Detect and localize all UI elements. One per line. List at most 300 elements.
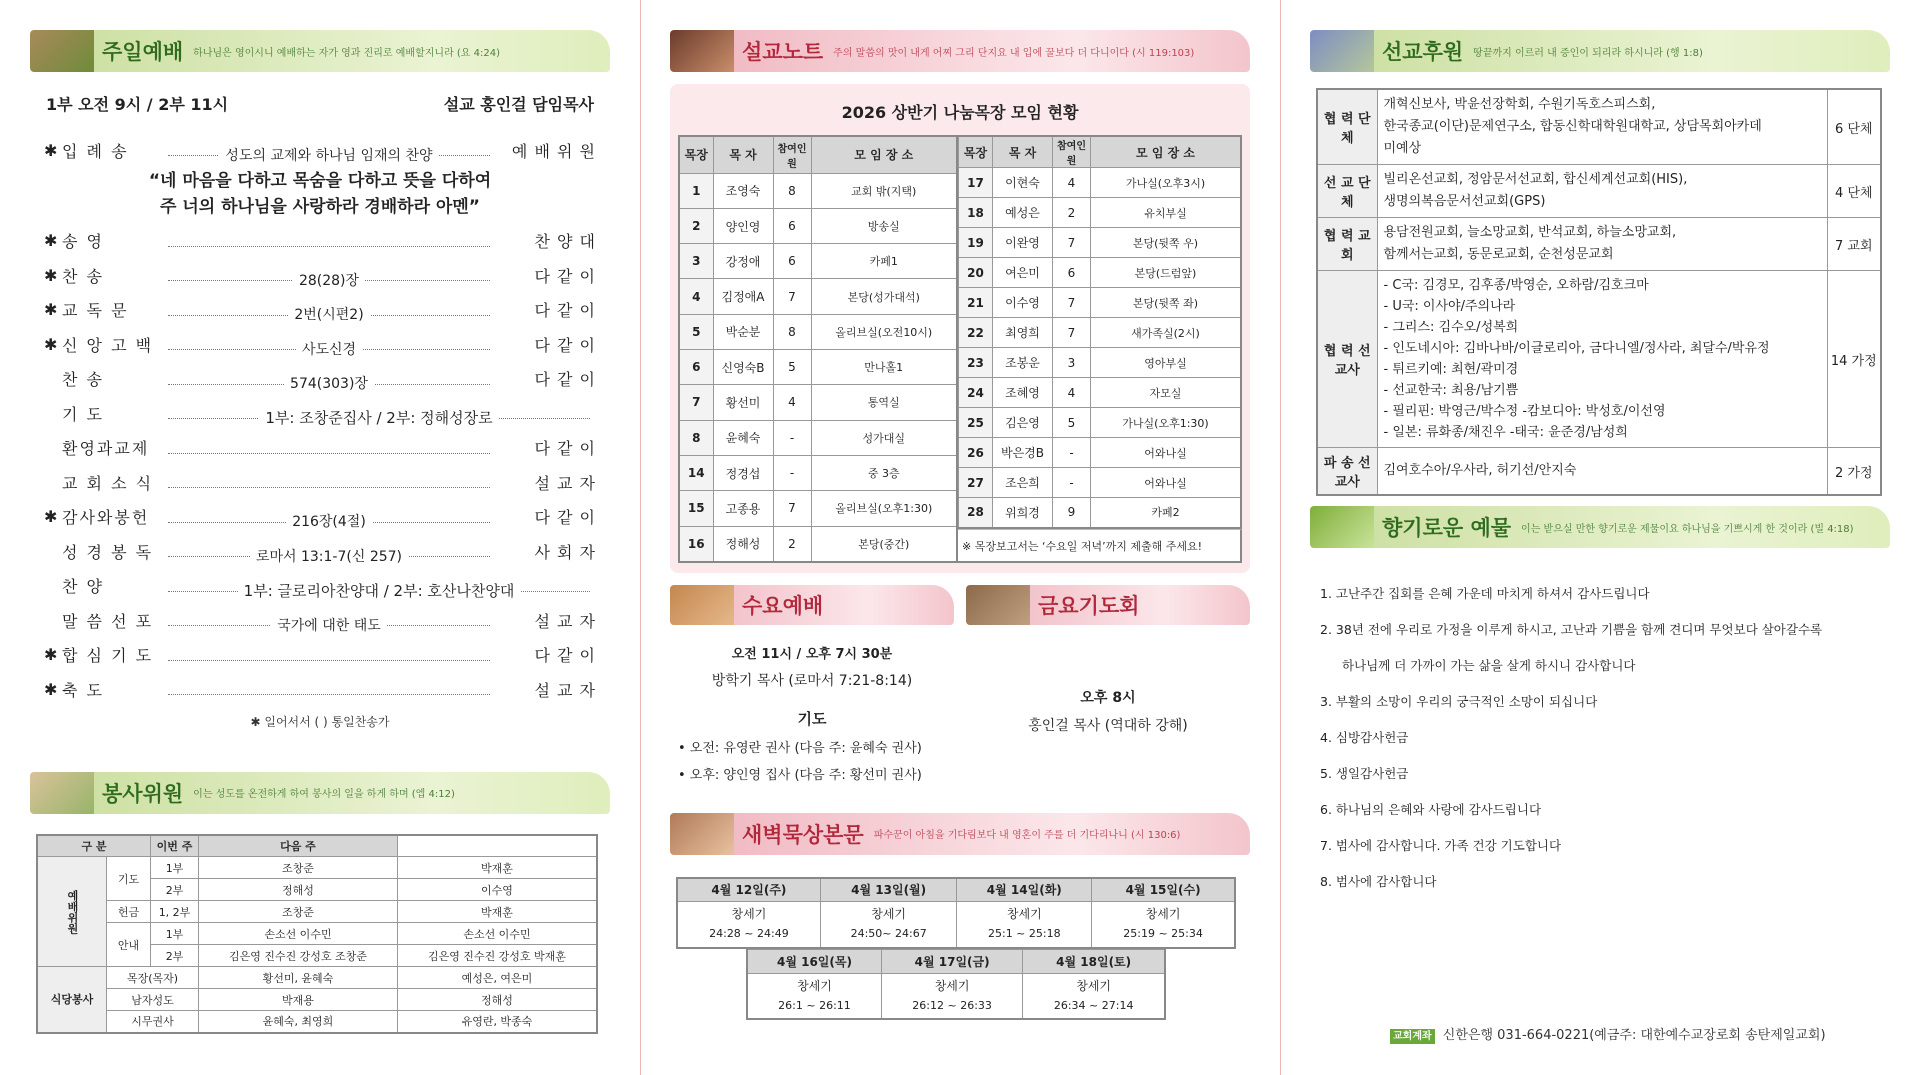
order-name: 환영과교제 [62,439,150,459]
mission-line: - 필리핀: 박영근/박수정 -캄보디아: 박성호/이선영 [1383,404,1666,419]
order-leader: 설 교 자 [534,611,596,631]
offering-item: 2. 38년 전에 우리로 가정을 이루게 하시고, 고난과 기쁨을 함께 견디며 무엇보다 살아갈수록 [1320,622,1823,637]
column-left [30,0,610,1075]
mission-line: 용담전원교회, 늘소망교회, 반석교회, 하늘소망교회, [1383,225,1677,240]
dawn-date-row [747,949,1165,973]
group-place: 카페1 [811,244,957,279]
table-row [1317,165,1881,218]
group-number: 20 [959,258,993,288]
service-part: 2부 [151,879,199,901]
offering-item: 4. 심방감사헌금 [1320,730,1409,745]
group-header: 모 임 장 소 [811,136,957,173]
dawn-date: 4월 12일(주) [677,878,820,902]
table-row [959,228,1242,258]
group-header: 모 임 장 소 [1091,136,1242,168]
service-next-week: 예성은, 여은미 [397,967,597,989]
dawn-verses: 25:1 ~ 25:18 [987,927,1061,941]
group-leader: 김은영 [993,408,1053,438]
dawn-verses: 24:50~ 24:67 [850,927,927,941]
order-item [44,327,596,362]
mission-line: 미예상 [1383,141,1422,156]
group-count: - [773,455,811,490]
order-leader: 설 교 자 [534,680,596,700]
dawn-date: 4월 17일(금) [881,949,1022,973]
group-count: 7 [1053,318,1091,348]
service-next-week: 이수영 [397,879,597,901]
group-count: 4 [1053,378,1091,408]
standing-star-icon: ✱ [44,507,58,527]
wed-speaker: 방학기 목사 (로마서 7:21-8:14) [711,672,913,689]
group-count: 7 [773,491,811,526]
service-group: 식당봉사 [37,967,107,1033]
mission-category: 협 력 선교사 [1317,271,1377,448]
group-count: 3 [1053,348,1091,378]
wed-banner [670,585,954,625]
mission-list [1377,448,1827,496]
service-role: 목장(목자) [107,967,199,989]
dawn-date: 4월 14일(화) [957,878,1092,902]
worship-preacher: 설교 홍인걸 담임목사 [443,95,594,114]
wed-prayer-label: 기도 [797,709,827,728]
group-place: 올리브실(오후1:30) [811,491,957,526]
order-item [44,672,596,707]
mission-title: 선교후원 [1382,40,1464,64]
order-item [44,500,596,535]
table-row [679,385,957,420]
group-count: - [773,420,811,455]
table-row [679,173,957,208]
group-count: - [1053,438,1091,468]
dawn-date: 4월 13일(월) [820,878,957,902]
sermon-note-box [670,84,1250,573]
group-header-row [679,136,957,173]
worship-banner [30,30,610,72]
service-this-week: 정해성 [199,879,398,901]
order-name: 감사와봉헌 [62,508,150,528]
worship-header [46,92,594,115]
mission-line: - U국: 이사야/주의나라 [1383,299,1516,314]
sprout-image [1310,506,1374,548]
dawn-passage [881,973,1022,1019]
service-this-week: 손소선 이수민 [199,923,398,945]
mission-list [1377,271,1827,448]
group-count: 6 [773,208,811,243]
praying-image [670,813,734,855]
table-row [679,279,957,314]
mission-line: 김여호수아/우사라, 허기선/안지숙 [1383,463,1577,478]
order-detail: 2번(시편2) [288,304,369,324]
order-item [44,534,596,569]
mission-category: 파 송 선교사 [1317,448,1377,496]
group-number: 8 [679,420,713,455]
dawn-passage [820,902,957,948]
fri-body [966,687,1250,735]
offering-title: 향기로운 예물 [1382,516,1512,540]
dawn-table-week1 [676,877,1236,949]
group-place: 본당(뒷쪽 우) [1091,228,1242,258]
group-number: 5 [679,314,713,349]
group-table-left [678,135,958,563]
dawn-verse: 파수꾼이 아침을 기다림보다 내 영혼이 주를 더 기다리나니 (시 130:6) [873,830,1181,841]
group-count: 5 [773,350,811,385]
dawn-table-week2 [746,949,1166,1021]
group-number: 4 [679,279,713,314]
mission-count: 2 가정 [1827,448,1881,496]
group-place: 자모실 [1091,378,1242,408]
order-item [44,133,596,168]
group-place: 성가대실 [811,420,957,455]
group-place: 본당(드럼앞) [1091,258,1242,288]
group-leader: 조영숙 [713,173,773,208]
service-next-week: 박재훈 [397,901,597,923]
group-number: 23 [959,348,993,378]
dawn-date: 4월 15일(수) [1092,878,1235,902]
group-number: 25 [959,408,993,438]
mission-category: 협 력 단 체 [1317,89,1377,165]
group-count: - [1053,468,1091,498]
offering-item: 5. 생일감사헌금 [1320,766,1409,781]
group-report-note: ※ 목장보고서는 ‘수요일 저녁’까지 제출해 주세요! [958,529,1242,563]
table-row [679,350,957,385]
group-place: 본당(성가대석) [811,279,957,314]
dawn-book: 창세기 [731,907,767,922]
standing-star-icon: ✱ [44,334,58,354]
group-number: 1 [679,173,713,208]
column-right [1310,0,1890,1075]
order-item [44,603,596,638]
service-header: 다음 주 [199,835,398,857]
order-name: 축 도 [62,680,104,700]
wed-section [670,585,954,783]
order-item [44,293,596,328]
group-number: 7 [679,385,713,420]
dawn-passage-row [677,902,1235,948]
service-verse: 이는 성도를 온전하게 하여 봉사의 일을 하게 하며 (엡 4:12) [193,789,455,800]
dawn-passage [957,902,1092,948]
account-tag: 교회계좌 [1390,1029,1435,1044]
dawn-book: 창세기 [1076,978,1112,993]
table-row [679,420,957,455]
mission-count: 7 교회 [1827,218,1881,271]
offering-item: 7. 범사에 감사합니다. 가족 건강 기도합니다 [1320,838,1562,853]
order-leader: 설 교 자 [534,473,596,493]
dawn-book: 창세기 [1006,907,1042,922]
table-row [1317,271,1881,448]
midweek-row [670,585,1250,783]
service-part: 1부 [151,857,199,879]
service-role: 헌금 [107,901,151,923]
group-leader: 강정애 [713,244,773,279]
dawn-verses: 25:19 ~ 25:34 [1123,927,1203,941]
table-row [959,378,1242,408]
order-leader: 찬 양 대 [534,232,596,252]
table-row [959,288,1242,318]
service-role: 남자성도 [107,989,199,1011]
group-place: 유치부실 [1091,198,1242,228]
group-leader: 박순분 [713,314,773,349]
service-next-week: 김은영 진수진 강성호 박재훈 [397,945,597,967]
dawn-date: 4월 16일(목) [747,949,881,973]
group-number: 18 [959,198,993,228]
group-number: 19 [959,228,993,258]
table-row [1317,218,1881,271]
offering-item: 3. 부활의 소망이 우리의 궁극적인 소망이 되십니다 [1320,694,1598,709]
group-header: 목장 [679,136,713,173]
table-row [679,208,957,243]
order-leader: 다 같 이 [534,370,596,390]
service-banner [30,772,610,814]
mission-line: - 일본: 류화종/채진우 -태국: 윤준경/남성희 [1383,425,1628,440]
offering-item: 하나님께 더 가까이 가는 삶을 살게 하시니 감사합니다 [1342,658,1636,673]
dawn-book: 창세기 [797,978,832,993]
service-next-week: 유영란, 박종숙 [397,1011,597,1033]
group-count: 7 [1053,288,1091,318]
group-leader: 여은미 [993,258,1053,288]
dawn-date: 4월 18일(토) [1023,949,1165,973]
group-place: 중 3층 [811,455,957,490]
sermon-banner [670,30,1250,72]
group-right-wrap [958,135,1242,563]
service-this-week: 조창준 [199,901,398,923]
group-leader: 박은경B [993,438,1053,468]
service-header-row [37,835,597,857]
order-detail: 28(28)장 [293,270,365,290]
order-detail: 국가에 대한 태도 [271,615,387,635]
offering-item: 1. 고난주간 집회를 은혜 가운데 마치게 하셔서 감사드립니다 [1320,586,1650,601]
account-text: 신한은행 031-664-0221(예금주: 대한예수교장로회 송탄제일교회) [1442,1028,1826,1043]
table-row [679,491,957,526]
mission-line: - C국: 김경모, 김후종/박영순, 오하람/김호크마 [1383,278,1649,293]
standing-star-icon: ✱ [44,645,58,665]
cross-image [670,585,734,625]
mission-line: 함께서는교회, 동문로교회, 순천성문교회 [1383,247,1614,262]
order-leader: 다 같 이 [534,646,596,666]
dawn-passage [1023,973,1165,1019]
order-leader: 다 같 이 [534,335,596,355]
worship-quote [44,168,596,220]
group-number: 16 [679,526,713,561]
group-place: 통역실 [811,385,957,420]
group-count: 2 [1053,198,1091,228]
leaf-image [30,30,94,72]
order-item [44,569,596,604]
service-title: 봉사위원 [102,781,184,806]
table-row [37,923,597,945]
column-divider [1280,0,1281,1075]
dawn-passage [1092,902,1235,948]
worship-title: 주일예배 [102,40,184,64]
order-detail: 1부: 조창준집사 / 2부: 정해성장로 [259,407,498,428]
group-number: 6 [679,350,713,385]
group-count: 7 [773,279,811,314]
standing-star-icon: ✱ [44,679,58,699]
dawn-verses: 26:34 ~ 27:14 [1053,998,1134,1012]
mission-line: 한국종교(이단)문제연구소, 합동신학대학원대학교, 상담목회아카데 [1383,119,1762,134]
flower-image [1310,30,1374,72]
dawn-book: 창세기 [1145,907,1181,922]
standing-star-icon: ✱ [44,140,58,160]
group-place: 방송실 [811,208,957,243]
mission-category: 협 력 교 회 [1317,218,1377,271]
table-row [679,314,957,349]
offering-list [1320,576,1890,900]
service-header: 이번 주 [151,835,199,857]
wed-title: 수요예배 [742,593,824,618]
table-row [1317,89,1881,165]
group-leader: 조봉운 [993,348,1053,378]
group-count: 6 [1053,258,1091,288]
worship-times: 1부 오전 9시 / 2부 11시 [46,95,229,114]
fri-title: 금요기도회 [1038,593,1140,618]
wed-body [670,643,954,783]
order-leader: 사 회 자 [534,542,596,562]
group-header-row [959,136,1242,168]
group-count: 8 [773,173,811,208]
group-place: 본당(중간) [811,526,957,561]
dawn-verses: 26:12 ~ 26:33 [912,998,992,1012]
wed-prayer-am: • 오전: 유영란 권사 (다음 주: 윤혜숙 권사) [678,740,922,756]
group-leader: 이수영 [993,288,1053,318]
offering-banner [1310,506,1890,548]
group-number: 26 [959,438,993,468]
worship-order [44,133,596,707]
service-part: 1, 2부 [151,901,199,923]
wed-prayer-pm: • 오후: 양인영 집사 (다음 주: 황선미 권사) [678,767,922,783]
sermon-verse: 주의 말씀의 맛이 내게 어찌 그리 단지요 내 입에 꿀보다 더 다니이다 (시 119:103) [833,47,1195,59]
mission-line: 생명의복음문서선교회(GPS) [1383,194,1546,209]
order-leader: 예 배 위 원 [511,141,596,161]
sermon-title: 설교노트 [742,40,824,64]
group-count: 4 [773,385,811,420]
group-number: 27 [959,468,993,498]
mission-line: - 인도네시아: 김바나바/이글로리아, 금다니엘/정사라, 최달수/박유정 [1383,341,1770,356]
group-place: 어와나실 [1091,438,1242,468]
order-leader: 다 같 이 [534,266,596,286]
mission-line: - 튀르키예: 최현/곽미경 [1383,362,1519,377]
order-detail: 성도의 교제와 하나님 임재의 찬양 [219,145,438,165]
group-number: 24 [959,378,993,408]
wed-time: 오전 11시 / 오후 7시 30분 [731,646,893,662]
mission-count: 6 단체 [1827,89,1881,165]
hands-image [30,772,94,814]
table-row [959,168,1242,198]
table-row [959,438,1242,468]
mission-line: 빌리온선교회, 정암문서선교회, 합신세계선교회(HIS), [1383,172,1688,187]
order-leader: 다 같 이 [534,439,596,459]
group-table-title: 2026 상반기 나눔목장 모임 현황 [841,103,1079,122]
order-item [44,362,596,397]
standing-star-icon: ✱ [44,265,58,285]
group-place: 가나실(오후3시) [1091,168,1242,198]
dawn-book: 창세기 [871,907,907,922]
order-detail: 574(303)장 [284,373,374,393]
quote-line: “네 마음을 다하고 목숨을 다하고 뜻을 다하여 [148,170,492,191]
order-name: 찬 송 [62,370,104,390]
order-name: 합 심 기 도 [62,646,154,666]
group-place: 영아부실 [1091,348,1242,378]
mission-line: - 그리스: 김수오/성복희 [1383,320,1519,335]
mission-count: 4 단체 [1827,165,1881,218]
dawn-verses: 24:28 ~ 24:49 [709,927,789,941]
mission-line: 개혁신보사, 박윤선장학회, 수원기독호스피스회, [1383,97,1656,112]
table-row [959,498,1242,528]
table-row [37,967,597,989]
order-name: 입 례 송 [62,141,129,161]
dawn-title: 새벽묵상본문 [742,822,864,847]
group-leader: 윤혜숙 [713,420,773,455]
group-leader: 정경섭 [713,455,773,490]
service-this-week: 조창준 [199,857,398,879]
group-place: 본당(뒷쪽 좌) [1091,288,1242,318]
group-count: 6 [773,244,811,279]
standing-star-icon: ✱ [44,300,58,320]
table-row [959,318,1242,348]
dawn-passage [677,902,820,948]
bible-image [670,30,734,72]
group-leader: 이완영 [993,228,1053,258]
order-name: 교 회 소 식 [62,473,154,493]
group-place: 교회 밖(지택) [811,173,957,208]
dawn-banner [670,813,1250,855]
group-leader: 김정애A [713,279,773,314]
worship-verse: 하나님은 영이시니 예배하는 자가 영과 진리로 예배할지니라 (요 4:24) [193,47,501,59]
order-name: 말 씀 선 포 [62,611,154,631]
mission-line: - 선교한국: 최용/남기쁨 [1383,383,1519,398]
order-detail: 216장(4절) [286,511,372,531]
group-place: 가나실(오후1:30) [1091,408,1242,438]
dawn-verses: 26:1 ~ 26:11 [778,998,851,1012]
service-this-week: 윤혜숙, 최영희 [199,1011,398,1033]
table-row [679,526,957,561]
dawn-passage [747,973,881,1019]
group-header: 목 자 [993,136,1053,168]
table-row [37,1011,597,1033]
offering-item: 8. 범사에 감사합니다 [1320,874,1437,889]
mission-table [1316,88,1882,496]
order-name: 신 앙 고 백 [62,335,154,355]
service-part: 2부 [151,945,199,967]
table-row [679,455,957,490]
group-place: 만나홀1 [811,350,957,385]
fri-time: 오후 8시 [1080,689,1136,706]
order-leader: 다 같 이 [534,508,596,528]
table-row [37,901,597,923]
group-count: 2 [773,526,811,561]
group-leader: 황선미 [713,385,773,420]
group-count: 7 [1053,228,1091,258]
order-name: 찬 송 [62,266,104,286]
column-divider [640,0,641,1075]
fri-section [966,585,1250,783]
service-next-week: 박재훈 [397,857,597,879]
group-header: 참여인원 [773,136,811,173]
group-number: 2 [679,208,713,243]
service-role: 시무권사 [107,1011,199,1033]
group-number: 21 [959,288,993,318]
group-leader: 양인영 [713,208,773,243]
mission-list [1377,218,1827,271]
table-row [37,989,597,1011]
group-number: 22 [959,318,993,348]
order-item [44,258,596,293]
group-count: 4 [1053,168,1091,198]
table-row [959,198,1242,228]
mission-list [1377,89,1827,165]
dawn-book: 창세기 [934,978,970,993]
mission-banner [1310,30,1890,72]
order-item [44,465,596,500]
order-name: 기 도 [62,404,104,424]
